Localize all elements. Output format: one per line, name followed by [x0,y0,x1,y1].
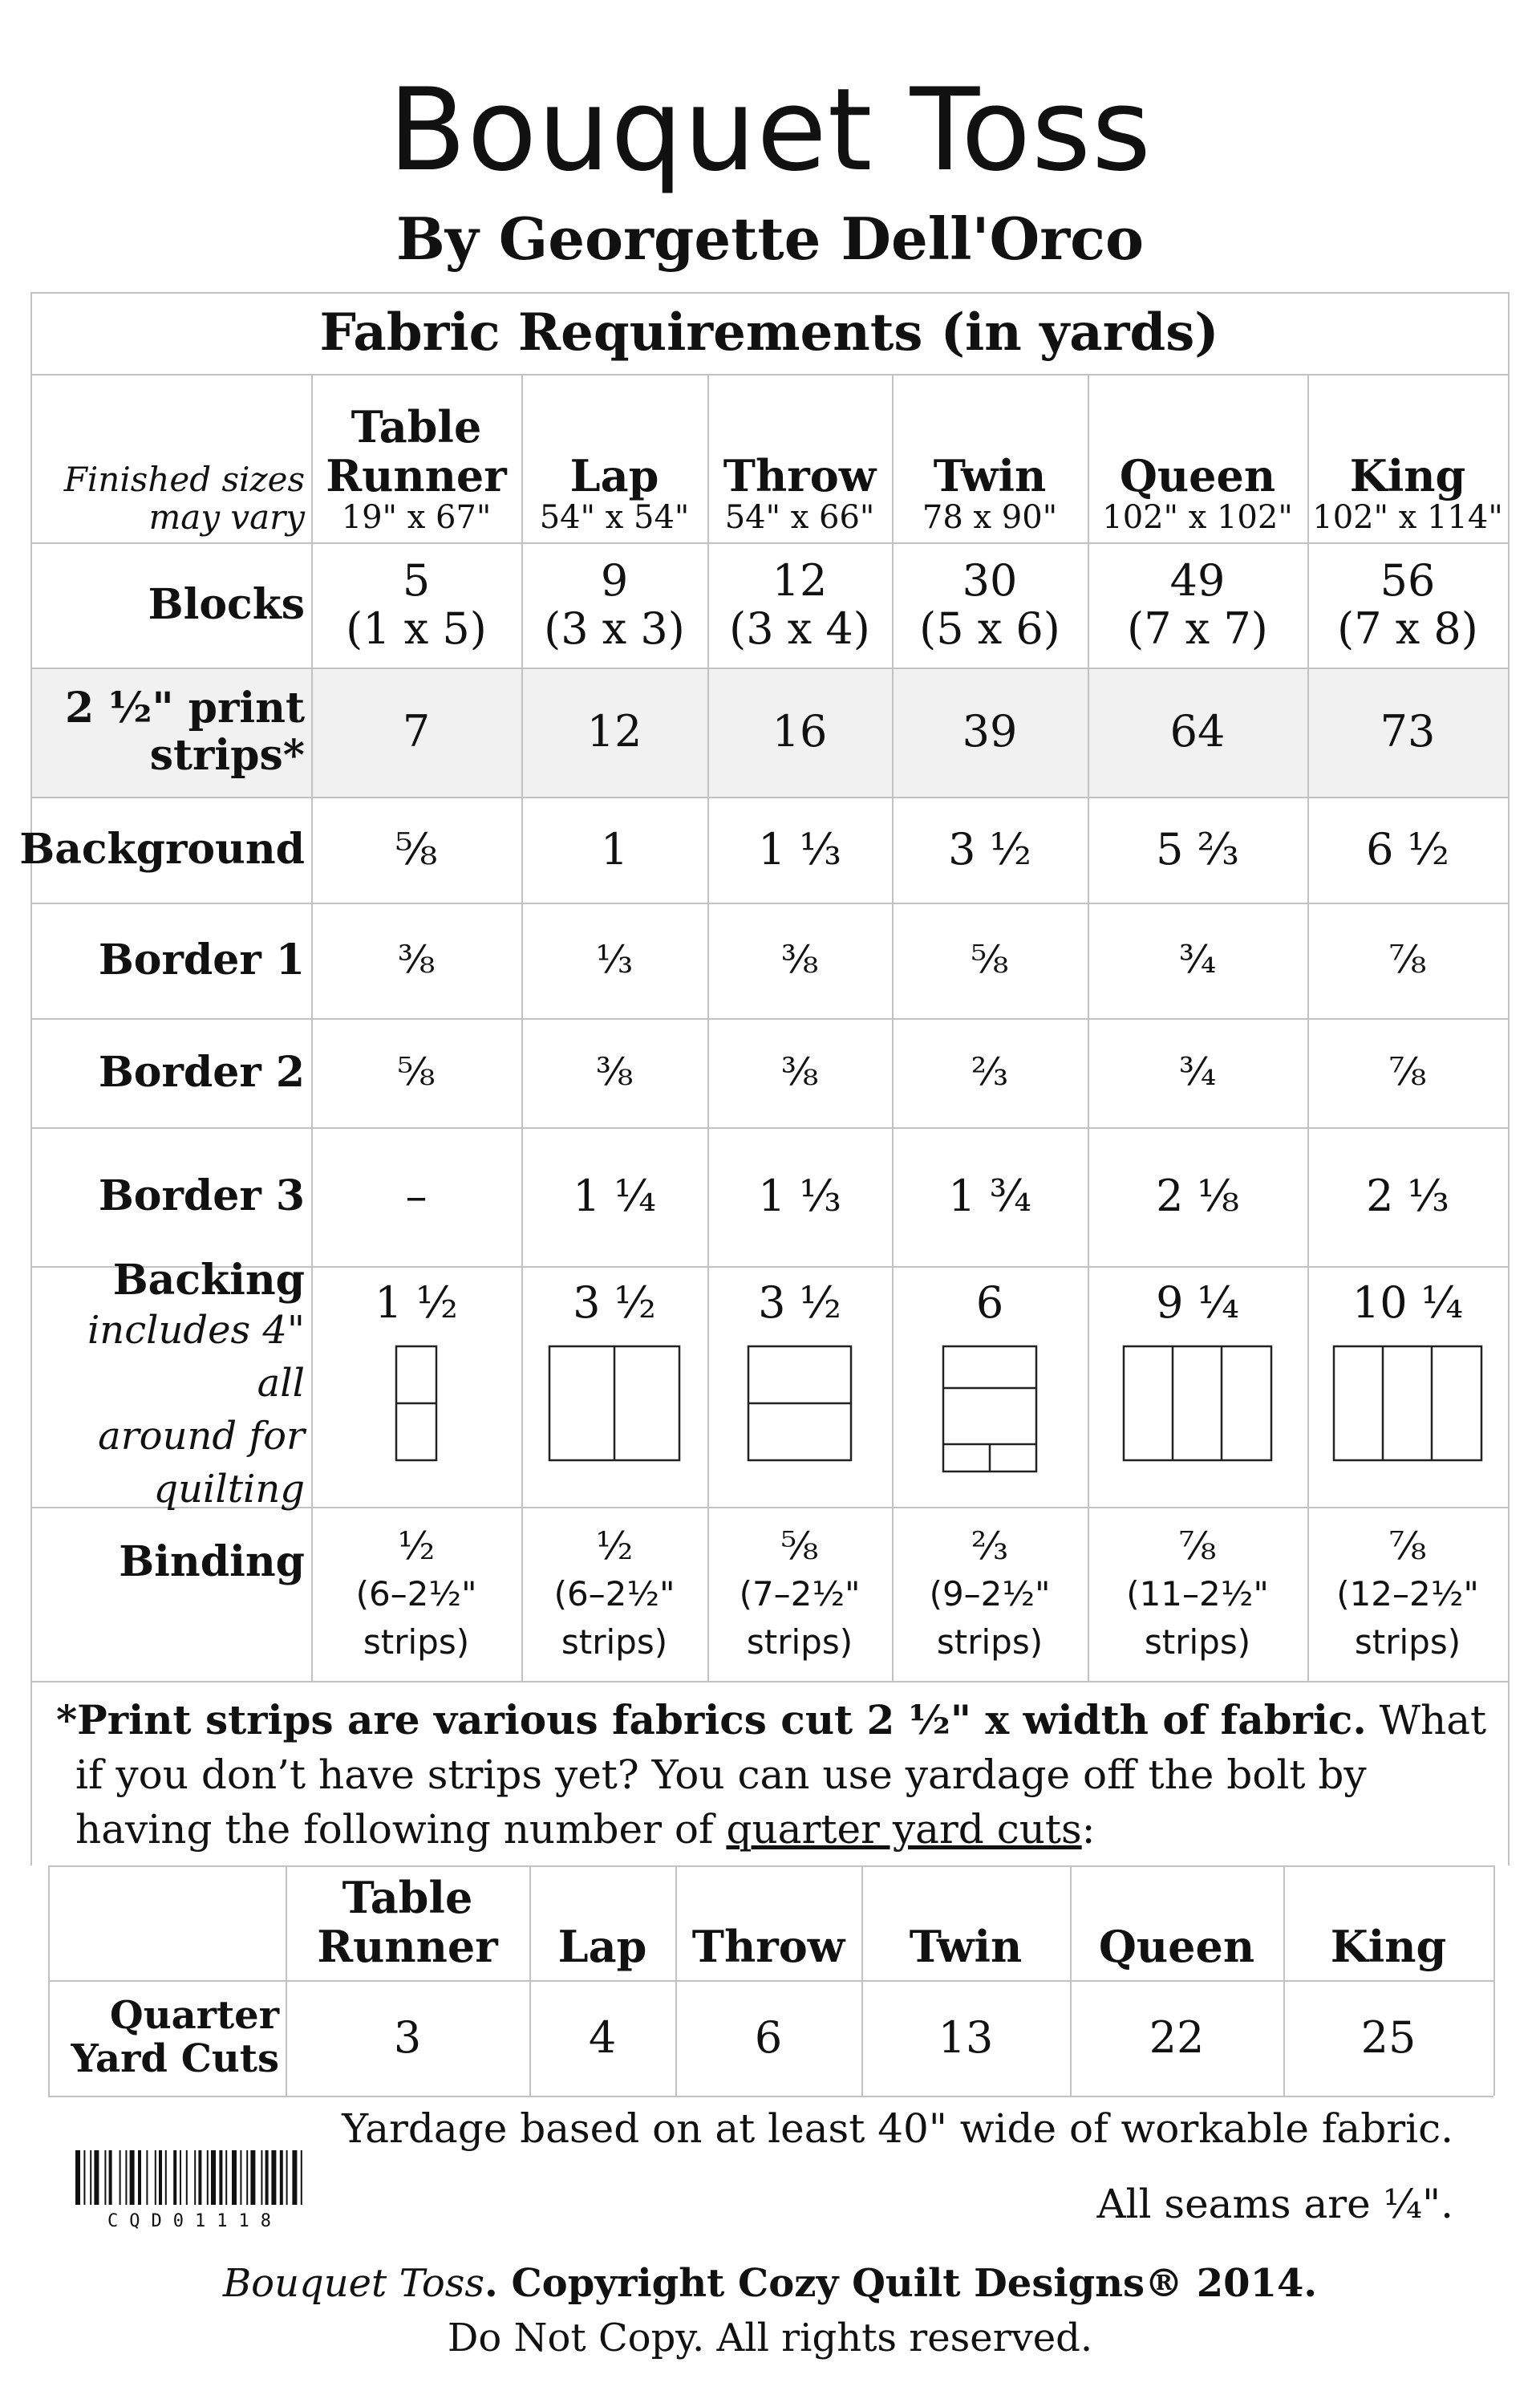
barcode-bar [198,2150,201,2205]
background-cell [707,797,892,903]
barcode-bar [138,2150,141,2205]
block-layout: (7 x 7) [1127,603,1268,654]
binding-cell [1088,1507,1307,1681]
quarter-yard-cuts-cell [286,1980,529,2096]
border3-cell [892,1127,1088,1266]
background-value: 6 ½ [1366,823,1449,875]
barcode-bar [265,2150,269,2205]
quarter-size-name: Runner [317,1920,498,1972]
backing-value: 3 ½ [758,1277,841,1328]
quarter-size-header-3 [861,1865,1070,1980]
print-strips-cell [707,668,892,797]
barcode-bar [292,2150,297,2205]
border1-cell [311,903,521,1018]
print-strips-cell [1088,668,1307,797]
border3-cell [1088,1127,1307,1266]
border3-value: 1 ⅓ [758,1171,841,1222]
border1-value: ⅜ [780,937,819,983]
barcode-bar [286,2150,288,2205]
border3-value: – [405,1171,428,1222]
backing-value: 6 [975,1277,1004,1328]
row-label-border3 [30,1127,311,1266]
size-header-0 [311,374,521,542]
border1-cell [1088,903,1307,1018]
barcode-bar [186,2150,188,2205]
border2-value: ⅔ [971,1049,1009,1095]
row-label-text: 2 ½" print [64,684,305,733]
print-strips-cell [892,668,1088,797]
binding-amount: ⅝ [780,1523,819,1569]
background-value: 3 ½ [948,823,1031,875]
row-label-print-strips [30,668,311,797]
print-strips-cell [1307,668,1508,797]
binding-amount: ⅞ [1388,1523,1427,1569]
background-cell [1307,797,1508,903]
print-strips-value: 12 [586,706,642,757]
background-cell [892,797,1088,903]
note-box-right [1508,1681,1510,1865]
row-label-text: Yard Cuts [71,2036,279,2081]
border1-cell [707,903,892,1018]
barcode-bar [301,2150,302,2205]
backing-value: 10 ¼ [1352,1277,1464,1328]
backing-cell [311,1266,521,1507]
barcode-bar [261,2150,262,2205]
barcode-bar [109,2150,112,2205]
barcode-bar [240,2150,241,2205]
finished-sizes-note-line: Finished sizes [63,459,305,499]
backing-value: 3 ½ [573,1277,656,1328]
barcode-bar [146,2150,148,2205]
border1-cell [521,903,707,1018]
quarter-table-vline [1493,1865,1495,2096]
barcode-bar [125,2150,127,2205]
barcode-bar [280,2150,283,2205]
block-layout: (5 x 6) [919,603,1060,654]
size-name: Twin [933,449,1047,501]
row-label-backing [30,1255,311,1512]
barcode [74,2150,387,2210]
row-label-text: Border 2 [98,1047,305,1097]
backing-note-line: includes 4" all [87,1308,305,1406]
page-title: Bouquet Toss [387,64,1153,197]
quarter-yard-cuts-value: 3 [393,2011,422,2063]
background-cell [311,797,521,903]
quarter-size-name: Throw [691,1920,845,1972]
barcode-bar [194,2150,196,2205]
backing-cell [521,1266,707,1507]
binding-cell [892,1507,1088,1681]
binding-strips-word: strips) [1144,1622,1251,1662]
print-strips-cell [311,668,521,797]
finished-sizes-note [30,374,311,542]
size-name: Table [351,401,482,453]
row-label-text: Backing [112,1255,305,1305]
backing-seam-diagram [747,1345,853,1462]
background-value: 1 [600,823,629,875]
print-strips-note-lead: *Print strips are various fabrics cut 2 ½" x width of fabric. [56,1696,1367,1743]
barcode-number: CQD01118 [107,2211,282,2231]
rights-note: Do Not Copy. All rights reserved. [447,2316,1093,2360]
fabric-table-heading-cell [30,292,1508,374]
barcode-bar [173,2150,176,2205]
size-name: Lap [569,449,659,501]
border3-value: 1 ¾ [948,1171,1031,1222]
quarter-size-name: King [1330,1920,1447,1972]
barcode-bar [165,2150,167,2205]
background-cell [521,797,707,903]
row-label-blocks [30,542,311,668]
print-strips-note-end: : [1081,1806,1096,1853]
quarter-size-header-2 [675,1865,861,1980]
row-label-border1 [30,903,311,1018]
block-layout: (7 x 8) [1337,603,1478,654]
barcode-bar [120,2150,121,2205]
quarter-yard-cuts-cell [529,1980,675,2096]
border3-cell [311,1127,521,1266]
barcode-bar [232,2150,237,2205]
border2-cell [521,1018,707,1127]
fabric-table-vline [1508,292,1510,1681]
blocks-cell [521,542,707,668]
quarter-yard-cuts-cell [1070,1980,1283,2096]
barcode-bar [130,2150,135,2205]
binding-amount: ½ [595,1523,634,1569]
copyright-title: Bouquet Toss [222,2261,485,2306]
border2-value: ⅜ [780,1049,819,1095]
binding-strips-word: strips) [936,1622,1044,1662]
row-label-text: Background [19,824,305,874]
size-name: Runner [326,449,507,501]
border1-cell [1307,903,1508,1018]
row-label-quarter-yard-cuts [48,1980,286,2096]
barcode-bar [246,2150,248,2205]
quarter-yard-cuts-value: 6 [754,2011,783,2063]
size-header-4 [1088,374,1307,542]
binding-cell [311,1507,521,1681]
binding-strips: (9–2½" [929,1573,1051,1613]
backing-seam-diagram [395,1345,438,1462]
blocks-cell [892,542,1088,668]
size-name: Queen [1119,449,1276,501]
barcode-bars [74,2150,387,2206]
border2-value: ⅜ [595,1049,634,1095]
backing-cell [1088,1266,1307,1507]
backing-cell [892,1266,1088,1507]
quarter-size-name: Twin [909,1920,1023,1972]
binding-cell [707,1507,892,1681]
backing-seam-diagram [1122,1345,1273,1462]
copyright-text: . Copyright Cozy Quilt Designs® 2014. [484,2261,1318,2306]
print-strips-value: 7 [402,706,431,757]
barcode-bar [180,2150,181,2205]
blocks-cell [1307,542,1508,668]
barcode-bar [94,2150,99,2205]
quarter-yard-cuts-cell [1283,1980,1493,2096]
backing-note-line: quilting [153,1467,305,1512]
barcode-bar [207,2150,209,2205]
binding-strips: (12–2½" [1336,1573,1479,1613]
binding-cell [1307,1507,1508,1681]
print-strips-value: 16 [772,706,828,757]
quarter-yard-cuts-value: 13 [938,2011,994,2063]
border3-cell [521,1127,707,1266]
size-dimensions: 19" x 67" [341,499,492,537]
quarter-yard-cuts-cell [675,1980,861,2096]
quarter-yard-cuts-value: 4 [588,2011,617,2063]
quarter-yard-cuts-value: 22 [1149,2011,1205,2063]
size-dimensions: 54" x 54" [539,499,690,537]
binding-amount: ⅞ [1178,1523,1217,1569]
binding-strips: (11–2½" [1126,1573,1269,1613]
binding-strips: (6–2½" [355,1573,477,1613]
print-strips-value: 64 [1169,706,1226,757]
backing-seam-diagram [1332,1345,1483,1462]
backing-value: 1 ½ [375,1277,458,1328]
blocks-cell [707,542,892,668]
fabric-table-hline [30,1681,1508,1682]
quarter-size-header-1 [529,1865,675,1980]
quarter-table-hline [48,2096,1493,2097]
size-header-2 [707,374,892,542]
backing-seam-diagram [548,1345,681,1462]
border3-cell [707,1127,892,1266]
barcode-bar [83,2150,85,2205]
border2-value: ⅝ [397,1049,436,1095]
quarter-size-header-5 [1283,1865,1493,1980]
border2-value: ¾ [1178,1049,1217,1095]
binding-strips: (7–2½" [739,1573,861,1613]
binding-strips-word: strips) [1354,1622,1461,1662]
row-label-text: Binding [119,1537,305,1586]
row-label-border2 [30,1018,311,1127]
copyright-line [0,2261,1540,2306]
block-count: 30 [962,554,1018,606]
block-count: 49 [1169,554,1226,606]
barcode-bar [104,2150,106,2205]
quarter-yard-cuts-link: quarter yard cuts [726,1806,1082,1853]
size-header-5 [1307,374,1508,542]
binding-strips-word: strips) [561,1622,668,1662]
row-label-binding [30,1507,311,1681]
row-label-text: Border 3 [98,1171,305,1221]
binding-strips-word: strips) [363,1622,470,1662]
block-count: 56 [1380,554,1436,606]
barcode-bar [211,2150,216,2205]
background-value: 1 ⅓ [758,823,841,875]
row-label-background [19,797,311,903]
size-name: King [1349,449,1466,501]
background-value: ⅝ [395,823,438,875]
print-strips-note [56,1693,1503,1857]
binding-amount: ⅔ [971,1523,1009,1569]
size-dimensions: 54" x 66" [724,499,875,537]
block-layout: (3 x 3) [544,603,685,654]
border1-value: ¾ [1178,937,1217,983]
quarter-yard-cuts-value: 25 [1360,2011,1416,2063]
block-count: 5 [402,554,431,606]
row-label-text: Blocks [148,579,305,629]
print-strips-note-body: What if you don’t have strips yet? You can use yardage off the bolt by having the following number of [75,1697,1487,1853]
binding-amount: ½ [397,1523,436,1569]
binding-strips: (6–2½" [553,1573,675,1613]
backing-panel-outline [1334,1346,1481,1460]
quarter-size-name: Table [342,1872,473,1924]
border2-cell [1088,1018,1307,1127]
background-cell [1088,797,1307,903]
backing-panel-outline [1124,1346,1271,1460]
barcode-bar [155,2150,156,2205]
block-layout: (1 x 5) [346,603,487,654]
barcode-bar [90,2150,91,2205]
border3-value: 2 ⅛ [1156,1171,1239,1222]
fabric-table-heading: Fabric Requirements (in yards) [319,302,1219,363]
binding-cell [521,1507,707,1681]
quarter-size-header-4 [1070,1865,1283,1980]
print-strips-cell [521,668,707,797]
yardage-note: Yardage based on at least 40" wide of workable fabric. [342,2105,1453,2152]
barcode-bar [271,2150,276,2205]
border1-value: ⅞ [1388,937,1427,983]
seams-note: All seams are ¼". [1096,2181,1453,2227]
barcode-bar [159,2150,162,2205]
size-name: Throw [723,449,877,501]
row-label-text: Quarter [109,1993,279,2039]
barcode-bar [219,2150,222,2205]
quarter-size-header-0 [286,1865,529,1980]
size-header-1 [521,374,707,542]
backing-cell [1307,1266,1508,1507]
block-count: 9 [600,554,629,606]
border3-cell [1307,1127,1508,1266]
print-strips-value: 39 [962,706,1018,757]
quarter-size-name: Queen [1098,1920,1255,1972]
binding-strips-word: strips) [746,1622,853,1662]
border3-value: 2 ⅓ [1366,1171,1449,1222]
size-dimensions: 102" x 102" [1102,499,1293,537]
block-layout: (3 x 4) [729,603,870,654]
border3-value: 1 ¼ [573,1171,656,1222]
border1-value: ⅓ [595,937,634,983]
backing-cell [707,1266,892,1507]
backing-value: 9 ¼ [1156,1277,1239,1328]
border2-cell [311,1018,521,1127]
size-dimensions: 78 x 90" [922,499,1058,537]
size-dimensions: 102" x 114" [1312,499,1503,537]
designer-byline: By Georgette Dell'Orco [395,205,1145,273]
barcode-bar [250,2150,255,2205]
border1-cell [892,903,1088,1018]
border2-cell [892,1018,1088,1127]
backing-note-line: around for [98,1414,305,1459]
block-count: 12 [772,554,828,606]
barcode-bar [225,2150,227,2205]
row-label-text: strips* [149,730,305,780]
border2-cell [707,1018,892,1127]
border2-cell [1307,1018,1508,1127]
background-value: 5 ⅔ [1156,823,1239,875]
border1-value: ⅝ [971,937,1009,983]
finished-sizes-note-line: may vary [148,497,305,537]
border2-value: ⅞ [1388,1049,1427,1095]
row-label-text: Border 1 [98,935,305,984]
barcode-bar [75,2150,80,2205]
quarter-yard-cuts-cell [861,1980,1070,2096]
note-box-left [30,1681,32,1865]
print-strips-value: 73 [1380,706,1436,757]
size-header-3 [892,374,1088,542]
border1-value: ⅜ [397,937,436,983]
quarter-size-name: Lap [557,1920,647,1972]
blocks-cell [1088,542,1307,668]
backing-seam-diagram [942,1345,1038,1473]
blocks-cell [311,542,521,668]
